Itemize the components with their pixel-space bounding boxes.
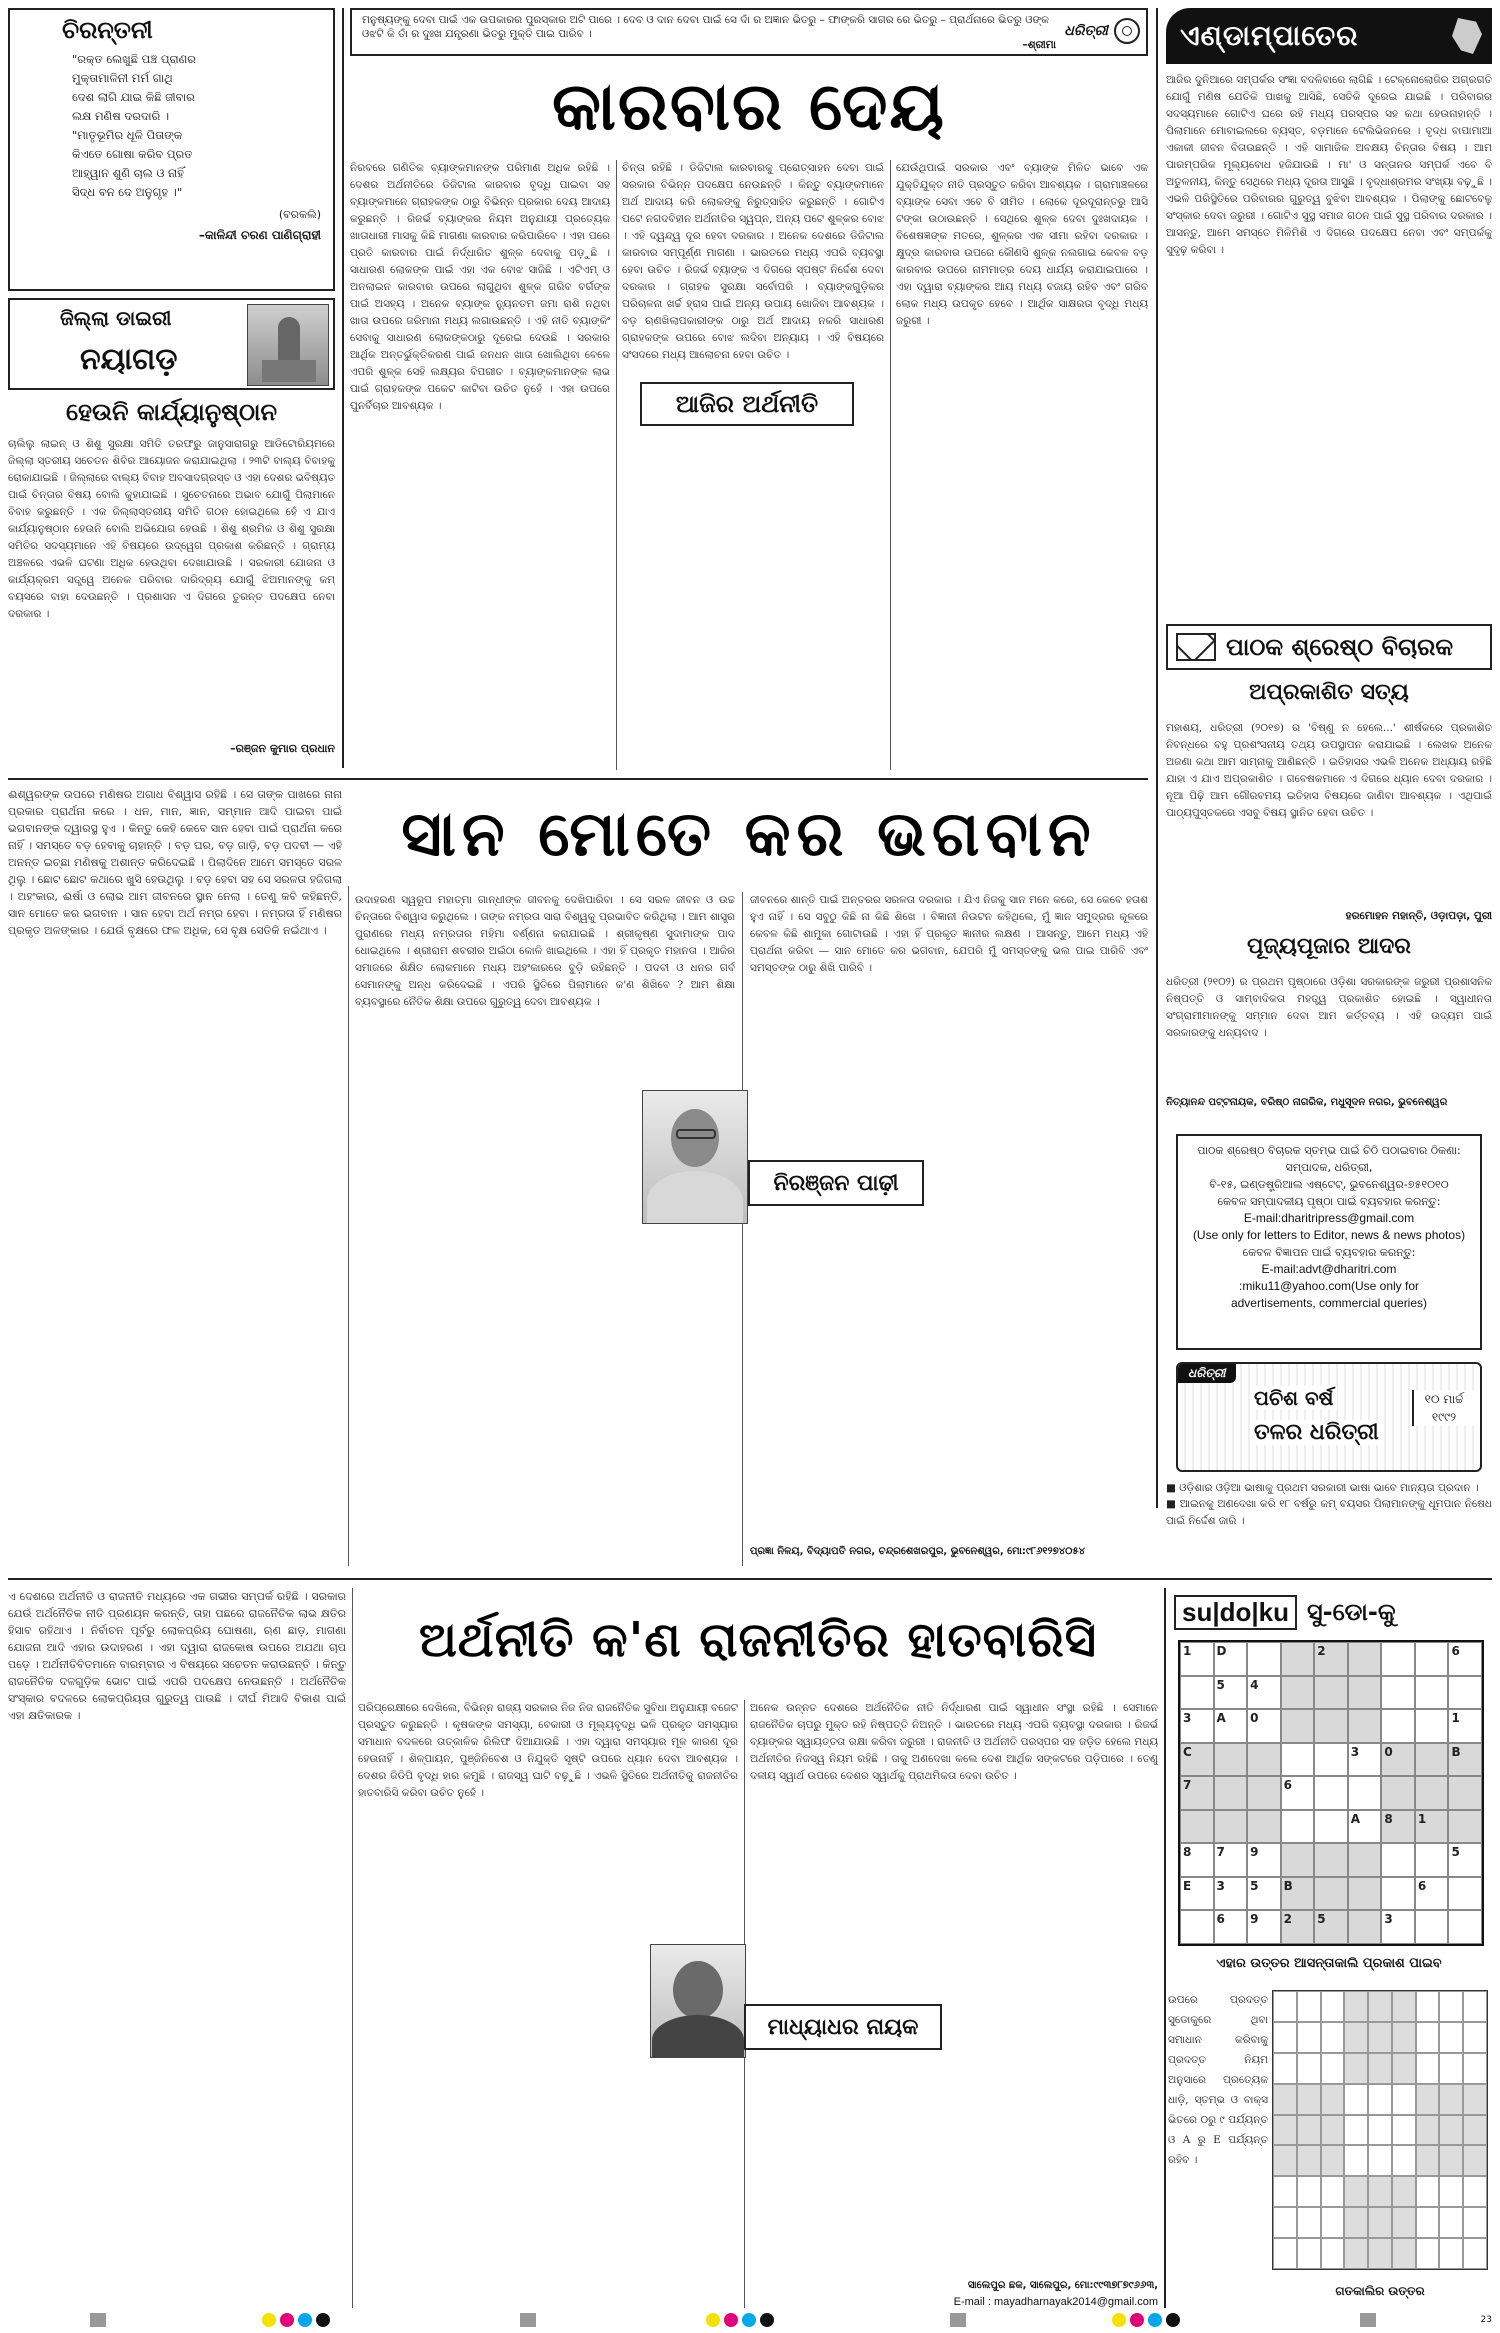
color-registration-marks (706, 2313, 786, 2327)
sudoku-cell[interactable] (1415, 1709, 1449, 1743)
sudoku-cell[interactable]: 2 (1314, 1642, 1348, 1676)
contact-email-yahoo[interactable]: :miku11@yahoo.com(Use only for (1238, 1279, 1420, 1293)
column-rule (1156, 8, 1158, 1508)
sudoku-title-odia: ସୁ-ଡୋ-କୁ (1307, 1598, 1396, 1626)
answer-cell (1368, 2115, 1392, 2146)
sudoku-cell[interactable] (1314, 1877, 1348, 1911)
answer-cell (1273, 2115, 1297, 2146)
district-diary-label: ଜିଲ୍ଲା ଡାଇରୀ (60, 306, 172, 330)
answer-cell (1321, 2053, 1345, 2084)
answer-cell (1439, 2084, 1463, 2115)
answer-cell (1321, 2084, 1345, 2115)
sudoku-cell[interactable]: D (1214, 1642, 1248, 1676)
sudoku-cell[interactable] (1314, 1776, 1348, 1810)
sun-emblem-icon (1114, 18, 1140, 44)
sudoku-grid[interactable] (1178, 1640, 1484, 1946)
chirantani-box (8, 8, 335, 291)
answer-cell (1321, 2238, 1345, 2269)
sudoku-cell[interactable] (1348, 1642, 1382, 1676)
sudoku-cell[interactable]: 0 (1247, 1709, 1281, 1743)
answer-cell (1344, 2238, 1368, 2269)
sudoku-cell[interactable]: 6 (1448, 1642, 1482, 1676)
poem-line: "ମାତୃଭୂମିର ଧୂଳି ପିତାଙ୍କ (72, 128, 183, 142)
answer-cell (1439, 2022, 1463, 2053)
answer-cell (1463, 2207, 1487, 2238)
answer-cell (1273, 1991, 1297, 2022)
lead-col2: ଚିନ୍ତା ରହିଛି । ଡିଜିଟାଲ କାରବାରକୁ ପ୍ରୋତ୍ସାହନ ଦେବା ପାଇଁ ସରକାର ବିଭିନ୍ନ ପଦକ୍ଷେପ ନେଉଛନ୍ତି । କିନ୍ତୁ ବ୍ୟାଙ୍କମାନେ ଅର୍ଥ ଆଦାୟ କରି ଲୋକଙ୍କୁ ନିରୁତ୍ସାହିତ କରୁଛନ୍ତି । ଗୋଟିଏ ପଟେ ନଗଦବିହୀନ ଅର୍ଥନୀତିର ସ୍ୱପ୍ନ, ଅନ୍ୟ ପଟେ ଶୁଳ୍କର ବୋଝ । ଏହି ଦ୍ୱନ୍ଦ୍ୱ ଦୂର ହେବା ଦରକାର । ଅନେକ ଦେଶରେ ଡିଜିଟାଲ କାରବାର ସମ୍ପୂର୍ଣ୍ଣ ମାଗଣା । ଭାରତରେ ମଧ୍ୟ ଏପରି ବ୍ୟବସ୍ଥା ହେବା ଉଚିତ । ରିଜର୍ଭ ବ୍ୟାଙ୍କ ଏ ଦିଗରେ ସ୍ପଷ୍ଟ ନିର୍ଦ୍ଦେଶ ଦେବା ଦରକାର । ଗ୍ରାହକ ସୁରକ୍ଷା ସର୍ବୋପରି । ବ୍ୟାଙ୍କଗୁଡ଼ିକର ପରିଚାଳନା ଖର୍ଚ୍ଚ ହ୍ରାସ ପାଇଁ ଅନ୍ୟ ଉପାୟ ଖୋଜିବା ଆବଶ୍ୟକ । ବଡ଼ ଋଣଖିଲାପକାରୀଙ୍କ ଠାରୁ ଅର୍ଥ ଆଦାୟ ନକରି ସାଧାରଣ ଗ୍ରାହକଙ୍କ ଉପରେ ବୋଝ ଲଦିବା ଅନ୍ୟାୟ । ଏହି ବିଷୟରେ ସଂସଦରେ ମଧ୍ୟ ଆଲୋଚନା ହେବା ଉଚିତ । (622, 162, 884, 361)
answer-cell (1463, 2084, 1487, 2115)
registration-mark (520, 2313, 536, 2327)
answer-cell (1273, 2176, 1297, 2207)
sudoku-cell[interactable] (1281, 1676, 1315, 1710)
answer-cell (1392, 2022, 1416, 2053)
answer-cell (1439, 2053, 1463, 2084)
contact-addr1: ସମ୍ପାଦକ, ଧରିତ୍ରୀ, (1285, 1161, 1373, 1174)
contact-email-advt[interactable]: E-mail:advt@dharitri.com (1261, 1262, 1397, 1276)
lead-col3: ଯେଉଁଥିପାଇଁ ସରକାର ଏବଂ ବ୍ୟାଙ୍କ ମିଳିତ ଭାବେ ଏକ ଯୁକ୍ତିଯୁକ୍ତ ନୀତି ପ୍ରସ୍ତୁତ କରିବା ଆବଶ୍ୟକ । ଗ୍ରାମାଞ୍ଚଳରେ ବ୍ୟାଙ୍କ ସେବା ଏବେ ବି ସୀମିତ । ଲୋକେ ଦୂରଦୂରାନ୍ତରୁ ଆସି ଟଙ୍କା ଉଠାଉଛନ୍ତି । ସେଥିରେ ଶୁଳ୍କ ଦେବା ଦୁଃଖଦାୟକ । ବିଶେଷଜ୍ଞଙ୍କ ମତରେ, ଶୁଳ୍କର ଏକ ସୀମା ରହିବା ଦରକାର । କ୍ଷୁଦ୍ର କାରବାର ଉପରେ କୌଣସି ଶୁଳ୍କ ନଲଗାଇ କେବଳ ବଡ଼ କାରବାର ଉପରେ ନାମମାତ୍ର ଦେୟ ଧାର୍ଯ୍ୟ କରାଯାଇପାରେ । ଏହା ଦ୍ୱାରା ବ୍ୟାଙ୍କର ଆୟ ମଧ୍ୟ ବଜାୟ ରହିବ ଏବଂ ଗରିବ ଲୋକ ମଧ୍ୟ ଉପକୃତ ହେବେ । ଆର୍ଥିକ ସାକ୍ଷରତା ବୃଦ୍ଧି ମଧ୍ୟ ଜରୁରୀ । (896, 162, 1148, 327)
answer-cell (1297, 2176, 1321, 2207)
answer-cell (1273, 2238, 1297, 2269)
answer-cell (1368, 2207, 1392, 2238)
bottom-divider (352, 1588, 353, 2308)
sudoku-cell[interactable]: 7 (1180, 1776, 1214, 1810)
answer-cell (1321, 1991, 1345, 2022)
answer-cell (1273, 2207, 1297, 2238)
answer-cell (1416, 2145, 1440, 2176)
bottom-col1: ଏ ଦେଶରେ ଅର୍ଥନୀତି ଓ ରାଜନୀତି ମଧ୍ୟରେ ଏକ ଗଭୀର ସମ୍ପର୍କ ରହିଛି । ସରକାର ଯେଉଁ ଅର୍ଥନୈତିକ ନୀତି ପ୍ରଣୟନ କରନ୍ତି, ତାହା ପଛରେ ରାଜନୈତିକ ଲାଭ କ୍ଷତିର ହିସାବ ରହିଥାଏ । ନିର୍ବାଚନ ପୂର୍ବରୁ ଲୋକପ୍ରିୟ ଘୋଷଣା, ଋଣ ଛାଡ଼, ମାଗଣା ଯୋଜନା ଆଦି ଏହାର ଉଦାହରଣ । ଏହା ଦ୍ୱାରା ରାଜକୋଷ ଉପରେ ଅଯଥା ଚାପ ପଡ଼େ । ଅର୍ଥନୀତିବିତମାନେ ବାରମ୍ବାର ଏ ବିଷୟରେ ସଚେତନ କରାଉଛନ୍ତି । କିନ୍ତୁ ରାଜନୈତିକ ଦଳଗୁଡ଼ିକ ଭୋଟ ପାଇଁ ଏପରି ପଦକ୍ଷେପ ନେଉଛନ୍ତି । ଅର୍ଥନୈତିକ ସଂସ୍କାର ବଦଳରେ ଲୋକପ୍ରିୟତା ଗୁରୁତ୍ୱ ପାଉଛି । ଦୀର୍ଘ ମିଆଦି ବିକାଶ ପାଇଁ ଏହା କ୍ଷତିକାରକ । (8, 1590, 346, 1722)
poem-line: ଲକ୍ଷ ମଣିଷ ଦରଦାରି । (72, 109, 170, 123)
bottom-address: ସାଲେପୁର ଛକ, ସାଲେପୁର, ମୋ:୯୯୩୭୮୭୯୬୬୩, (967, 2280, 1158, 2291)
lead-headline: କାରବାର ଦେୟ (552, 68, 946, 145)
page-number: 23 (1480, 2315, 1492, 2325)
letter1-author: ହରମୋହନ ମହାନ୍ତି, ଓଡ଼ାପଡ଼ା, ପୁରୀ (1345, 910, 1492, 922)
sudoku-answer-label: ଗତକାଲିର ଉତ୍ତର (1335, 2284, 1425, 2298)
middle-divider (348, 886, 349, 1566)
answer-cell (1463, 2022, 1487, 2053)
contact-email-yahoo-note: advertisements, commercial queries) (1230, 1296, 1428, 1310)
sudoku-cell[interactable] (1314, 1810, 1348, 1844)
answer-cell (1439, 2145, 1463, 2176)
answer-cell (1273, 2145, 1297, 2176)
sudoku-cell[interactable]: 3 (1348, 1743, 1382, 1777)
poem-line: ଆହ୍ୱାନ ଶୁଣି ଚାଲ ଓ ନାହିଁ (72, 166, 184, 180)
sudoku-cell[interactable] (1348, 1776, 1382, 1810)
quote-text: ମନୁଷ୍ୟଙ୍କୁ ଦେବା ପାଇଁ ଏକ ଉପକାରର ପୁରସ୍କାର ଅଟି ପାରେ । ଦେବ ଓ ଦାନ ଦେବା ପାଇଁ ସେ ଦାଁ ର ଅଜ୍ଞାନ ଭିତରୁ – ଫାଙ୍କରି ସାଗର ରେ ଭିତରୁ – ପ୍ରାର୍ଥନାରେ ଭିତରୁ ଓଙ୍କ ଓଝଟି କି ତାଁ ର ଦୁଃଖ ଯନ୍ତ୍ରଣା ଭିତରୁ ମୁକ୍ତି ପାଇ ପାରିବ । (362, 14, 1049, 40)
sudoku-cell[interactable]: 3 (1381, 1910, 1415, 1944)
bottom-headline: ଅର୍ଥନୀତି କ'ଣ ରାଜନୀତିର ହାତବାରିସି (418, 1612, 1098, 1668)
sudoku-cell[interactable] (1314, 1843, 1348, 1877)
letter2-title: ପୂଜ୍ୟପୂଜାର ଆଦର (1247, 934, 1411, 959)
column-rule (1164, 1588, 1166, 2308)
throwback-date: ୧୦ ମାର୍ଚ୍ଚ ୧୯୯୨ (1412, 1390, 1474, 1426)
sudoku-cell[interactable]: 2 (1281, 1910, 1315, 1944)
bottom-col2: ପରିପ୍ରେକ୍ଷୀରେ ଦେଖିଲେ, ବିଭିନ୍ନ ରାଜ୍ୟ ସରକାର ନିଜ ନିଜ ରାଜନୈତିକ ସୁବିଧା ଅନୁଯାୟୀ ବଜେଟ ପ୍ରସ୍ତୁତ କରୁଛନ୍ତି । କୃଷକଙ୍କ ସମସ୍ୟା, ବେକାରୀ ଓ ମୂଲ୍ୟବୃଦ୍ଧି ଭଳି ପ୍ରକୃତ ସମସ୍ୟାର ସମାଧାନ ବଦଳରେ ତାତ୍କାଳିକ ରିଲିଫ ଦିଆଯାଉଛି । ଏହା ଦ୍ୱାରା ସମସ୍ୟାର ମୂଳ କାରଣ ଦୂର ହେଉନାହିଁ । ଶିଳ୍ପାୟନ, ପୁଞ୍ଜିନିବେଶ ଓ ନିଯୁକ୍ତି ସୃଷ୍ଟି ଉପରେ ଧ୍ୟାନ ଦେବା ଆବଶ୍ୟକ । ଦେଶର ଜିଡିପି ବୃଦ୍ଧି ହାର କମୁଛି । ରାଜସ୍ୱ ଘାଟି ବଢ଼ୁଛି । ଏଭଳି ସ୍ଥିତିରେ ଅର୍ଥନୀତିକୁ ରାଜନୀତିର ହାତବାରିସି କରିବା ଉଚିତ ନୁହେଁ । (358, 1702, 738, 1799)
contact-addr2: ବି-୧୫, ଇଣ୍ଡଷ୍ଟ୍ରିଆଲ ଏଷ୍ଟେଟ୍, ଭୁବନେଶ୍ୱର-୭୫୧୦୧୦ (1209, 1178, 1449, 1191)
throwback-item2: ■ ଆଇନକୁ ଅଣଦେଖା କରି ୧୮ ବର୍ଷରୁ କମ୍ ବୟସର ପିଲାମାନଙ୍କୁ ଧୂମପାନ ନିଷେଧ ପାଇଁ ନିର୍ଦ୍ଦେଶ ଜାରି । (1166, 1498, 1492, 1527)
sudoku-cell[interactable] (1448, 1877, 1482, 1911)
poem-line: ମୁକ୍ତାମାଳିନୀ ମର୍ମ ଗାଥି (72, 71, 173, 85)
bottom-byline: ମାଧ୍ୟାଧର ନାୟକ (744, 2004, 942, 2050)
answer-cell (1297, 2084, 1321, 2115)
answer-cell (1392, 2207, 1416, 2238)
sudoku-cell[interactable]: 5 (1214, 1676, 1248, 1710)
middle-byline: ନିରଞ୍ଜନ ପାଢ଼ୀ (748, 1160, 924, 1206)
district-diary-body: ଚାଲିଲୁ ଲାଇନ୍ ଓ ଶିଶୁ ସୁରକ୍ଷା ସମିତି ତରଫରୁ ଜାନୁସାରାଗରୁ ଆଡିଟୋରିୟମରେ ଜିଲ୍ଲା ସ୍ତରୀୟ ସଚେତନ ଶିବିର ଆୟୋଜନ କରାଯାଇଥିଲା । ୨୩ଟି ବାଲ୍ୟ ବିବାହକୁ ରୋକାଯାଇଛି । ଜିଲ୍ଲାରେ ବାଲ୍ୟ ବିବାହ ଅବସାଦଗ୍ରସ୍ତ ଓ ଏହା ଦେଶର ଭବିଷ୍ୟତ ପାଇଁ ଚିନ୍ତାର ବିଷୟ ବୋଲି କୁହାଯାଇଛି । ସୁଚେତନାରେ ଅଭାବ ଯୋଗୁଁ ପିଲାମାନେ ବିବାହ କରୁଛନ୍ତି । ଏକ ଜିଲ୍ଲାସ୍ତରୀୟ ସମିତି ଗଠନ ହୋଇଥିଲେ ହେଁ ଏ ଯାଏ କାର୍ଯ୍ୟାନୁଷ୍ଠାନ ହେଉନି ବୋଲି ଅଭିଯୋଗ ହେଉଛି । ଶିଶୁ ଶ୍ରମିକ ଓ ଶିଶୁ ସୁରକ୍ଷା ସମିତିର ସଦସ୍ୟମାନେ ଏହି ବିଷୟରେ ଉଦ୍ୱେଗ ପ୍ରକାଶ କରିଛନ୍ତି । ଗ୍ରାମ୍ୟ ଅଞ୍ଚଳରେ ଏଭଳି ଘଟଣା ଅଧିକ ହେଉଥିବା ଦେଖାଯାଉଛି । ସରକାରୀ ଯୋଜନା ଓ କାର୍ଯ୍ୟକ୍ରମ ସତ୍ତ୍ୱେ ଅନେକ ପରିବାର ଦାରିଦ୍ର୍ୟ ଯୋଗୁଁ ଝିଅମାନଙ୍କୁ କମ୍ ବୟସରେ ବାହା ଦେଉଛନ୍ତି । ପ୍ରଶାସନ ଏ ଦିଗରେ ତୁରନ୍ତ ପଦକ୍ଷେପ ନେବା ଦରକାର । (8, 438, 335, 620)
sudoku-cell[interactable]: B (1448, 1743, 1482, 1777)
sudoku-cell[interactable] (1180, 1676, 1214, 1710)
odisha-map-icon (1452, 18, 1482, 54)
answer-cell (1416, 2084, 1440, 2115)
letters-header (1166, 624, 1492, 670)
middle-intro: ଈଶ୍ୱରଙ୍କ ଉପରେ ମଣିଷର ଅଗାଧ ବିଶ୍ୱାସ ରହିଛି । ସେ ତାଙ୍କ ପାଖରେ ନାନା ପ୍ରକାର ପ୍ରାର୍ଥନା କରେ । ଧନ, ମାନ, ଜ୍ଞାନ, ସମ୍ମାନ ଆଦି ପାଇବା ପାଇଁ ଭଗବାନଙ୍କ ଦ୍ୱାରସ୍ଥ ହୁଏ । କିନ୍ତୁ କେହି କେବେ ସାନ ହେବା ପାଇଁ ପ୍ରାର୍ଥନା କରେ ନାହିଁ । ସମସ୍ତେ ବଡ଼ ହେବାକୁ ଚାହାନ୍ତି । ବଡ଼ ଘର, ବଡ଼ ଗାଡ଼ି, ବଡ଼ ପଦବୀ — ଏହି ଅନନ୍ତ ଇଚ୍ଛା ମଣିଷକୁ ଅଶାନ୍ତ କରିଦେଇଛି । ପିଲାଦିନେ ଆମେ ସମସ୍ତେ ସରଳ ଥିଲୁ । ଛୋଟ ଛୋଟ କଥାରେ ଖୁସି ହେଉଥିଲୁ । ବଡ଼ ହେବା ସହ ସେ ସରଳତା ହଜିଗଲା । ଅହଂକାର, ଈର୍ଷା ଓ ଲୋଭ ଆମ ଜୀବନରେ ସ୍ଥାନ ନେଲା । ତେଣୁ କବି କହିଛନ୍ତି, ସାନ ମୋତେ କର ଭଗବାନ । ସାନ ହେବା ଅର୍ଥ ନମ୍ର ହେବା । ନମ୍ରତା ହିଁ ମଣିଷର ପ୍ରକୃତ ଅଳଙ୍କାର । ଯେଉଁ ବୃକ୍ଷରେ ଫଳ ଅଧିକ, ସେ ବୃକ୍ଷ ସେତିକି ନଇଁଥାଏ । (8, 788, 342, 937)
answer-cell (1392, 2145, 1416, 2176)
answer-cell (1368, 1991, 1392, 2022)
contact-email-editor[interactable]: E-mail:dharitripress@gmail.com (1243, 1211, 1415, 1225)
poem-line: "ରକ୍ତ ଲେଖୁଛି ପଞ୍ଚ ପ୍ରାଣର (72, 52, 197, 66)
sudoku-cell[interactable] (1381, 1642, 1415, 1676)
sudoku-cell[interactable] (1247, 1642, 1281, 1676)
sudoku-cell[interactable]: 1 (1448, 1709, 1482, 1743)
sudoku-cell[interactable] (1348, 1877, 1382, 1911)
letter2-author: ନିତ୍ୟାନନ୍ଦ ପଟ୍ଟନାୟକ, ବରିଷ୍ଠ ନାଗରିକ, ମଧୁସୂଦନ ନଗର, ଭୁବନେଶ୍ୱର (1166, 1097, 1448, 1108)
sudoku-cell[interactable]: 9 (1247, 1910, 1281, 1944)
answer-cell (1297, 2115, 1321, 2146)
answer-cell (1463, 1991, 1487, 2022)
answer-cell (1463, 2238, 1487, 2269)
answer-cell (1321, 2176, 1345, 2207)
sudoku-cell[interactable] (1381, 1877, 1415, 1911)
sudoku-cell[interactable] (1281, 1810, 1315, 1844)
throwback-tag: ଧରିତ୍ରୀ (1178, 1364, 1236, 1383)
editorial-masthead-text: ଏଣ୍ଡାମ୍ପାତେର (1180, 19, 1359, 52)
sudoku-cell[interactable]: 5 (1448, 1843, 1482, 1877)
poem-source: (ବରକଲି) (278, 208, 321, 221)
sudoku-cell[interactable] (1448, 1776, 1482, 1810)
answer-cell (1321, 2022, 1345, 2053)
poem-line: କିଏତେ ଗୋଷା କରିବ ପ୍ରତ (72, 147, 193, 161)
sudoku-cell[interactable] (1281, 1709, 1315, 1743)
envelope-icon (1176, 633, 1216, 661)
color-registration-marks (262, 2313, 342, 2327)
sudoku-cell[interactable]: 0 (1381, 1743, 1415, 1777)
sudoku-cell[interactable] (1180, 1810, 1214, 1844)
sudoku-cell[interactable] (1415, 1776, 1449, 1810)
sudoku-cell[interactable]: E (1180, 1877, 1214, 1911)
middle-headline: ସାନ ମୋତେ କର ଭଗବାନ (401, 797, 1097, 870)
contact-intro: ପାଠକ ଶ୍ରେଷ୍ଠ ବିଚାରକ ସ୍ତମ୍ଭ ପାଇଁ ଚିଠି ପଠାଇବାର ଠିକଣା: (1197, 1144, 1461, 1157)
answer-cell (1344, 2084, 1368, 2115)
sudoku-cell[interactable] (1247, 1810, 1281, 1844)
sudoku-cell[interactable] (1415, 1843, 1449, 1877)
answer-cell (1392, 1991, 1416, 2022)
quote-logo-text: ଧରିତ୍ରୀ (1064, 23, 1108, 39)
throwback-title2: ତଳର ଧରିତ୍ରୀ (1250, 1420, 1383, 1445)
poem-line: ଦେଶ ଲାଗି ଯାଇ କିଛି ଜୀବାର (72, 90, 195, 104)
answer-cell (1297, 1991, 1321, 2022)
answer-cell (1344, 2053, 1368, 2084)
sudoku-cell[interactable] (1448, 1676, 1482, 1710)
letter1-title: ଅପ୍ରକାଶିତ ସତ୍ୟ (1249, 680, 1409, 705)
answer-cell (1463, 2053, 1487, 2084)
answer-cell (1392, 2238, 1416, 2269)
answer-cell (1463, 2176, 1487, 2207)
sudoku-cell[interactable]: A (1214, 1709, 1248, 1743)
registration-mark (1360, 2313, 1376, 2327)
answer-cell (1321, 2115, 1345, 2146)
answer-cell (1416, 2053, 1440, 2084)
middle-col3: ଜୀବନରେ ଶାନ୍ତି ପାଇଁ ଅନ୍ତରର ସରଳତା ଦରକାର । ଯିଏ ନିଜକୁ ସାନ ମନେ କରେ, ସେ କେବେ ହତାଶ ହୁଏ ନାହିଁ । ସେ ସବୁଠୁ କିଛି ନା କିଛି ଶିଖେ । ବିଜ୍ଞାନୀ ନିଉଟନ କହିଥିଲେ, ମୁଁ ଜ୍ଞାନ ସମୁଦ୍ରର କୂଳରେ କେବଳ କିଛି ଶାମୁକା ଗୋଟାଉଛି । ଏହା ହିଁ ପ୍ରକୃତ ଜ୍ଞାନୀର ଲକ୍ଷଣ । ଆସନ୍ତୁ, ଆମେ ମଧ୍ୟ ଏହି ପ୍ରାର୍ଥନା କରିବା — ସାନ ମୋତେ କର ଭଗବାନ, ଯେପରି ମୁଁ ସମସ୍ତଙ୍କୁ ଭଲ ପାଇ ପାରିବି ଏବଂ ସମସ୍ତଙ୍କ ଠାରୁ ଶିଖି ପାରିବି । (750, 894, 1148, 974)
chirantani-poem (22, 50, 321, 202)
sudoku-cell[interactable] (1381, 1843, 1415, 1877)
sudoku-cell[interactable] (1314, 1743, 1348, 1777)
answer-cell (1416, 2022, 1440, 2053)
answer-cell (1344, 2145, 1368, 2176)
answer-cell (1297, 2022, 1321, 2053)
sudoku-cell[interactable] (1281, 1743, 1315, 1777)
answer-cell (1392, 2053, 1416, 2084)
sudoku-rules: ଉପରେ ପ୍ରଦତ୍ତ ସୁଡୋକୁରେ ଥିବା ସମାଧାନ କରିବାକୁ ପ୍ରଦତ୍ତ ନିୟମ ଅନୁସାରେ ପ୍ରତ୍ୟେକ ଧାଡ଼ି, ସ୍ତମ୍ଭ ଓ ବାକ୍ସ ଭିତରେ ୦ରୁ ୯ ପର୍ଯ୍ୟନ୍ତ ଓ A ରୁ E ପର୍ଯ୍ୟନ୍ତ ରହିବ । (1168, 1994, 1268, 2166)
registration-mark (90, 2313, 106, 2327)
answer-cell (1439, 2238, 1463, 2269)
sudoku-cell[interactable]: 1 (1415, 1810, 1449, 1844)
sudoku-cell[interactable]: 3 (1214, 1877, 1248, 1911)
answer-cell (1416, 2176, 1440, 2207)
sudoku-cell[interactable] (1247, 1743, 1281, 1777)
lead-divider (616, 160, 617, 770)
sudoku-cell[interactable] (1415, 1642, 1449, 1676)
sudoku-cell[interactable]: 6 (1415, 1877, 1449, 1911)
answer-cell (1297, 2145, 1321, 2176)
sudoku-cell[interactable]: B (1281, 1877, 1315, 1911)
poem-author: –କାଳିନ୍ଦୀ ଚରଣ ପାଣିଗ୍ରାହୀ (198, 228, 321, 242)
answer-cell (1368, 2022, 1392, 2053)
middle-col2: ଉଦାହରଣ ସ୍ୱରୂପ ମହାତ୍ମା ଗାନ୍ଧୀଙ୍କ ଜୀବନକୁ ଦେଖିପାରିବା । ସେ ସରଳ ଜୀବନ ଓ ଉଚ୍ଚ ଚିନ୍ତାରେ ବିଶ୍ୱାସ କରୁଥିଲେ । ତାଙ୍କ ନମ୍ରତା ସାରା ବିଶ୍ୱକୁ ପ୍ରଭାବିତ କରିଥିଲା । ଆମ ଶାସ୍ତ୍ର ପୁରାଣରେ ମଧ୍ୟ ନମ୍ରତାର ମହିମା ବର୍ଣ୍ଣନା କରାଯାଇଛି । ଶ୍ରୀକୃଷ୍ଣ ସୁଦାମାଙ୍କ ପାଦ ଧୋଇଥିଲେ । ଶ୍ରୀରାମ ଶବରୀର ଅଇଁଠା କୋଳି ଖାଇଥିଲେ । ଏହା ହିଁ ପ୍ରକୃତ ମହାନତା । ଆଜିର ସମାଜରେ ଶିକ୍ଷିତ ଲୋକମାନେ ମଧ୍ୟ ଅହଂକାରରେ ବୁଡ଼ି ରହିଛନ୍ତି । ପଦବୀ ଓ ଧନର ଗର୍ବ ସେମାନଙ୍କୁ ଅନ୍ଧ କରିଦେଇଛି । ଏପରି ସ୍ଥିତିରେ ପିଲାମାନେ କ'ଣ ଶିଖିବେ ? ଆମ ଶିକ୍ଷା ବ୍ୟବସ୍ଥାରେ ନୈତିକ ଶିକ୍ଷା ଉପରେ ଗୁରୁତ୍ୱ ଦେବା ଆବଶ୍ୟକ । (355, 894, 735, 1008)
quote-author: –ଶ୍ରୀମା (1022, 39, 1056, 51)
column-rule (342, 8, 344, 768)
sudoku-cell[interactable] (1448, 1910, 1482, 1944)
sudoku-cell[interactable] (1448, 1810, 1482, 1844)
letters-header-text: ପାଠକ ଶ୍ରେଷ୍ଠ ବିଚାରକ (1226, 633, 1454, 661)
sudoku-cell[interactable]: 5 (1247, 1877, 1281, 1911)
district-diary-box (8, 298, 335, 390)
answer-cell (1368, 2176, 1392, 2207)
district-diary-headline: ହେଉନି କାର୍ଯ୍ୟାନୁଷ୍ଠାନ (65, 398, 278, 426)
answer-cell (1321, 2207, 1345, 2238)
answer-cell (1368, 2238, 1392, 2269)
answer-cell (1297, 2238, 1321, 2269)
sudoku-cell[interactable] (1381, 1709, 1415, 1743)
section-rule (8, 778, 1148, 780)
bottom-email[interactable]: E-mail : mayadharnayak2014@gmail.com (953, 2296, 1158, 2308)
answer-cell (1344, 2022, 1368, 2053)
answer-cell (1439, 2207, 1463, 2238)
chirantani-title: ଚିରନ୍ତନୀ (62, 16, 153, 44)
answer-cell (1344, 2176, 1368, 2207)
district-diary-author: –ରଞ୍ଜନ କୁମାର ପ୍ରଧାନ (230, 742, 335, 755)
answer-cell (1439, 1991, 1463, 2022)
sudoku-cell[interactable] (1415, 1676, 1449, 1710)
contact-ad-label: କେବଳ ବିଜ୍ଞାପନ ପାଇଁ ବ୍ୟବହାର କରନ୍ତୁ: (1242, 1246, 1416, 1259)
sudoku-cell[interactable] (1214, 1776, 1248, 1810)
letter1-body: ମହାଶୟ, ଧରିତ୍ରୀ (୨୦୧୭) ର 'ବିଷ୍ଣୁ ନ ହେଲେ...' ଶୀର୍ଷକରେ ପ୍ରକାଶିତ ନିବନ୍ଧରେ ବହୁ ପ୍ରଶଂସନୀୟ ତଥ୍ୟ ଉପସ୍ଥାପନ କରାଯାଇଛି । ଲେଖକ ଅନେକ ଅଜଣା କଥା ଆମ ସାମ୍ନାକୁ ଆଣିଛନ୍ତି । ଇତିହାସର ଏଭଳି ଅନେକ ଅଧ୍ୟାୟ ରହିଛି ଯାହା ଏ ଯାଏ ଅପ୍ରକାଶିତ । ଗବେଷକମାନେ ଏ ଦିଗରେ ଧ୍ୟାନ ଦେବା ଦରକାର । ନୂଆ ପିଢ଼ି ଆମ ଗୌରବମୟ ଇତିହାସ ବିଷୟରେ ଜାଣିବା ଆବଶ୍ୟକ । ଏଥିପାଇଁ ପାଠ୍ୟପୁସ୍ତକରେ ଏସବୁ ବିଷୟ ସ୍ଥାନିତ ହେବା ଉଚିତ । (1166, 722, 1492, 819)
color-registration-marks (1112, 2313, 1192, 2327)
sudoku-cell[interactable] (1415, 1910, 1449, 1944)
sudoku-cell[interactable] (1348, 1910, 1382, 1944)
sudoku-cell[interactable]: 6 (1281, 1776, 1315, 1810)
bottom-col3: ଅନେକ ଉନ୍ନତ ଦେଶରେ ଅର୍ଥନୈତିକ ନୀତି ନିର୍ଦ୍ଧାରଣ ପାଇଁ ସ୍ୱାଧୀନ ସଂସ୍ଥା ରହିଛି । ସେମାନେ ରାଜନୈତିକ ଚାପରୁ ମୁକ୍ତ ରହି ନିଷ୍ପତ୍ତି ନିଅନ୍ତି । ଭାରତରେ ମଧ୍ୟ ଏପରି ବ୍ୟବସ୍ଥା ଦରକାର । ରିଜର୍ଭ ବ୍ୟାଙ୍କର ସ୍ୱାୟତ୍ତତା ରକ୍ଷା କରିବା ଜରୁରୀ । ରାଜନୀତି ଓ ଅର୍ଥନୀତି ପରସ୍ପର ସହ ଜଡ଼ିତ ହେଲେ ମଧ୍ୟ ଅର୍ଥନୀତିର ନିଜସ୍ୱ ନିୟମ ରହିଛି । ତାକୁ ଅଣଦେଖା କଲେ ଦେଶ ଆର୍ଥିକ ସଙ୍କଟରେ ପଡ଼ିପାରେ । ତେଣୁ ଦଳୀୟ ସ୍ୱାର୍ଥ ଉପରେ ଦେଶର ସ୍ୱାର୍ଥକୁ ପ୍ରାଥମିକତା ଦେବା ଉଚିତ । (750, 1702, 1158, 1782)
sudoku-cell[interactable] (1314, 1709, 1348, 1743)
throwback-title1: ପଚିଶ ବର୍ଷ (1250, 1386, 1337, 1410)
answer-cell (1273, 2022, 1297, 2053)
sudoku-cell[interactable]: 1 (1180, 1642, 1214, 1676)
lead-col1: ନିରବରେ ଗଣିତିକ ବ୍ୟାଙ୍କମାନଙ୍କ ପରିମାଣ ଅଧିକ ରହିଛି । ଦେଶର ଅର୍ଥନୀତିରେ ଡିଜିଟାଲ କାରବାର ବୃଦ୍ଧି ପାଇବା ସହ ବ୍ୟାଙ୍କମାନେ ଗ୍ରାହକଙ୍କ ଠାରୁ ବିଭିନ୍ନ ପ୍ରକାର ଦେୟ ଆଦାୟ କରୁଛନ୍ତି । ରିଜର୍ଭ ବ୍ୟାଙ୍କର ନିୟମ ଅନୁଯାୟୀ ପ୍ରତ୍ୟେକ ଖାତାଧାରୀ ମାସକୁ କିଛି ମାଗଣା କାରବାର କରିପାରିବେ । ଏହା ପରେ ପ୍ରତି କାରବାର ପାଇଁ ନିର୍ଦ୍ଧାରିତ ଶୁଳ୍କ ଦେବାକୁ ପଡ଼ୁଛି । ସାଧାରଣ ଲୋକଙ୍କ ପାଇଁ ଏହା ଏକ ବୋଝ ସାଜିଛି । ଏଟିଏମ୍ ଓ ଅନଲାଇନ କାରବାର ଉପରେ ଲାଗୁଥିବା ଶୁଳ୍କ ଗରିବ ବର୍ଗଙ୍କ ପାଇଁ ଅସହ୍ୟ । ଅନେକ ବ୍ୟାଙ୍କ ନ୍ୟୁନତମ ଜମା ରାଶି ନଥିବା ଖାତା ଉପରେ ଜରିମାନା ମଧ୍ୟ ଲଗାଉଛନ୍ତି । ଏହି ନୀତି ବ୍ୟାଙ୍କିଂ ସେବାକୁ ସାଧାରଣ ଲୋକଙ୍କଠାରୁ ଦୂରେଇ ଦେଉଛି । ସରକାର ଆର୍ଥିକ ଅନ୍ତର୍ଭୁକ୍ତିକରଣ ପାଇଁ ଜନଧନ ଖାତା ଖୋଲିଥିବା ବେଳେ ଏପରି ଶୁଳ୍କ ସେହି ଲକ୍ଷ୍ୟର ବିପରୀତ । ବ୍ୟାଙ୍କମାନଙ୍କ ଲାଭ ପାଇଁ ଗ୍ରାହକଙ୍କ ପକେଟ କାଟିବା ଉଚିତ ନୁହେଁ । ଏହା ଉପରେ ପୁନର୍ବିଚାର ଆବଶ୍ୟକ । (350, 162, 610, 412)
contact-box (1176, 1134, 1482, 1350)
answer-cell (1463, 2115, 1487, 2146)
answer-cell (1344, 1991, 1368, 2022)
answer-cell (1368, 2084, 1392, 2115)
answer-cell (1463, 2145, 1487, 2176)
author-photo (642, 1090, 748, 1224)
middle-divider (742, 892, 743, 1566)
editorial-masthead (1166, 8, 1492, 64)
sudoku-cell[interactable] (1348, 1709, 1382, 1743)
answer-cell (1368, 2053, 1392, 2084)
sudoku-cell[interactable]: 3 (1180, 1709, 1214, 1743)
sudoku-cell[interactable] (1348, 1676, 1382, 1710)
sudoku-cell[interactable] (1381, 1776, 1415, 1810)
sudoku-cell[interactable]: 7 (1214, 1843, 1248, 1877)
sudoku-cell[interactable] (1281, 1642, 1315, 1676)
dharitri-logo (1064, 18, 1140, 44)
sudoku-cell[interactable] (1180, 1910, 1214, 1944)
sudoku-cell[interactable]: 8 (1180, 1843, 1214, 1877)
sudoku-cell[interactable]: C (1180, 1743, 1214, 1777)
answer-cell (1416, 2238, 1440, 2269)
answer-cell (1368, 2145, 1392, 2176)
lead-divider (890, 160, 891, 770)
answer-cell (1297, 2053, 1321, 2084)
throwback-box (1176, 1362, 1482, 1472)
answer-cell (1416, 1991, 1440, 2022)
answer-cell (1273, 2084, 1297, 2115)
answer-cell (1439, 2115, 1463, 2146)
answer-cell (1392, 2115, 1416, 2146)
sudoku-cell[interactable]: 8 (1381, 1810, 1415, 1844)
answer-cell (1416, 2207, 1440, 2238)
answer-cell (1439, 2176, 1463, 2207)
answer-cell (1344, 2115, 1368, 2146)
sudoku-answer-grid (1272, 1990, 1488, 2270)
sudoku-cell[interactable] (1415, 1743, 1449, 1777)
sudoku-cell[interactable] (1381, 1676, 1415, 1710)
answer-cell (1273, 2053, 1297, 2084)
sudoku-title-latin: su|do|ku (1174, 1595, 1297, 1630)
middle-address: ପ୍ରଜ୍ଞା ନିଳୟ, ବିଦ୍ୟାପତି ନଗର, ଚନ୍ଦ୍ରଶେଖରପୁର, ଭୁବନେଶ୍ୱର, ମୋ:୯୮୬୧୨୭୪୦୫୪ (750, 1546, 1085, 1557)
answer-cell (1321, 2145, 1345, 2176)
answer-cell (1392, 2176, 1416, 2207)
sudoku-cell[interactable]: 4 (1247, 1676, 1281, 1710)
throwback-item1: ■ ଓଡ଼ିଶାର ଓଡ଼ିଆ ଭାଷାକୁ ପ୍ରଥମ ସରକାରୀ ଭାଷା ଭାବେ ମାନ୍ୟତା ପ୍ରଦାନ । (1166, 1482, 1479, 1494)
registration-mark (950, 2313, 966, 2327)
lead-column-label: ଆଜିର ଅର୍ଥନୀତି (640, 382, 854, 426)
answer-cell (1297, 2207, 1321, 2238)
author-photo (650, 1944, 746, 2058)
answer-cell (1392, 2084, 1416, 2115)
district-name: ନୟାଗଡ଼ (80, 342, 178, 377)
letter2-body: ଧରିତ୍ରୀ (୨୧୦୨) ର ପ୍ରଥମ ପୃଷ୍ଠାରେ ଓଡ଼ିଶା ସରକାରଙ୍କ ଜରୁରୀ ପ୍ରଶାସନିକ ନିଷ୍ପତ୍ତି ଓ ସାମ୍ବାଦିକତା ମହତ୍ତ୍ୱ ପ୍ରକାଶିତ ହୋଇଛି । ସ୍ୱାଧୀନତା ସଂଗ୍ରାମୀମାନଙ୍କୁ ସମ୍ମାନ ଦେବା ଆମ କର୍ତ୍ତବ୍ୟ । ଏହି ଉଦ୍ୟମ ପାଇଁ ସରକାରଙ୍କୁ ଧନ୍ୟବାଦ । (1166, 976, 1492, 1039)
quote-box (350, 8, 1148, 56)
poem-line: ସିଦ୍ଧ ବନ ଦେ ଅନୁଗୃହ ।" (72, 185, 183, 199)
sudoku-cell[interactable]: A (1348, 1810, 1382, 1844)
sudoku-cell[interactable] (1214, 1743, 1248, 1777)
sudoku-cell[interactable] (1214, 1810, 1248, 1844)
answer-cell (1344, 2207, 1368, 2238)
contact-email-label: କେବଳ ସମ୍ପାଦକୀୟ ପୃଷ୍ଠା ପାଇଁ ବ୍ୟବହାର କରନ୍ତୁ: (1217, 1195, 1441, 1208)
sudoku-cell[interactable] (1281, 1843, 1315, 1877)
contact-email-editor-note: (Use only for letters to Editor, news & news photos) (1192, 1228, 1466, 1242)
answer-cell (1416, 2115, 1440, 2146)
sudoku-cell[interactable]: 6 (1214, 1910, 1248, 1944)
section-rule (8, 1578, 1492, 1580)
sudoku-cell[interactable] (1348, 1843, 1382, 1877)
sudoku-cell[interactable]: 9 (1247, 1843, 1281, 1877)
sudoku-title (1174, 1590, 1492, 1634)
editorial-body: ଆଜିର ଦୁନିଆରେ ସମ୍ପର୍କର ସଂଜ୍ଞା ବଦଳିବାରେ ଲାଗିଛି । ଟେକ୍ନୋଲୋଜିର ଅଗ୍ରଗତି ଯୋଗୁଁ ମଣିଷ ଯେତିକି ପାଖକୁ ଆସିଛି, ସେତିକି ଦୂରେଇ ଯାଇଛି । ପରିବାରର ସଦସ୍ୟମାନେ ଗୋଟିଏ ଘରେ ରହି ମଧ୍ୟ ପରସ୍ପର ସହ କଥା ହେଉନାହାନ୍ତି । ପିଲାମାନେ ମୋବାଇଲରେ ବ୍ୟସ୍ତ, ବଡ଼ମାନେ ଟେଲିଭିଜନରେ । ବୃଦ୍ଧ ବାପାମାଆ ଏକାକୀ ଜୀବନ ବିତାଉଛନ୍ତି । ଏହି ସାମାଜିକ ଅବକ୍ଷୟ ଚିନ୍ତାର ବିଷୟ । ଆମ ପାରମ୍ପରିକ ମୂଲ୍ୟବୋଧ ହଜିଯାଉଛି । ମା' ଓ ସନ୍ତାନର ସମ୍ପର୍କ ଏବେ ବି ଅତୁଳନୀୟ, କିନ୍ତୁ ସେଥିରେ ମଧ୍ୟ ଦୂରତା ଆସୁଛି । ବୃଦ୍ଧାଶ୍ରମର ସଂଖ୍ୟା ବଢ଼ୁଛି । ଏଭଳି ପରିସ୍ଥିତିରେ ପରିବାରର ଗୁରୁତ୍ୱ ବୁଝିବା ଆବଶ୍ୟକ । ପିଲାଙ୍କୁ ଛୋଟବେଳୁ ସଂସ୍କାର ଦେବା ଜରୁରୀ । ଗୋଟିଏ ସୁସ୍ଥ ସମାଜ ଗଠନ ପାଇଁ ସୁସ୍ଥ ପରିବାର ଦରକାର । ଆସନ୍ତୁ, ଆମେ ସମସ୍ତେ ମିଳିମିଶି ଏ ଦିଗରେ ପଦକ୍ଷେପ ନେବା ଏବଂ ସମ୍ପର୍କକୁ ସୁଦୃଢ଼ କରିବା । (1166, 74, 1492, 256)
sudoku-cell[interactable] (1247, 1776, 1281, 1810)
sudoku-footer: ଏହାର ଉତ୍ତର ଆସନ୍ତାକାଲି ପ୍ରକାଶ ପାଇବ (1216, 1956, 1442, 1971)
temple-photo (247, 304, 329, 386)
sudoku-cell[interactable]: 5 (1314, 1910, 1348, 1944)
sudoku-cell[interactable] (1314, 1676, 1348, 1710)
